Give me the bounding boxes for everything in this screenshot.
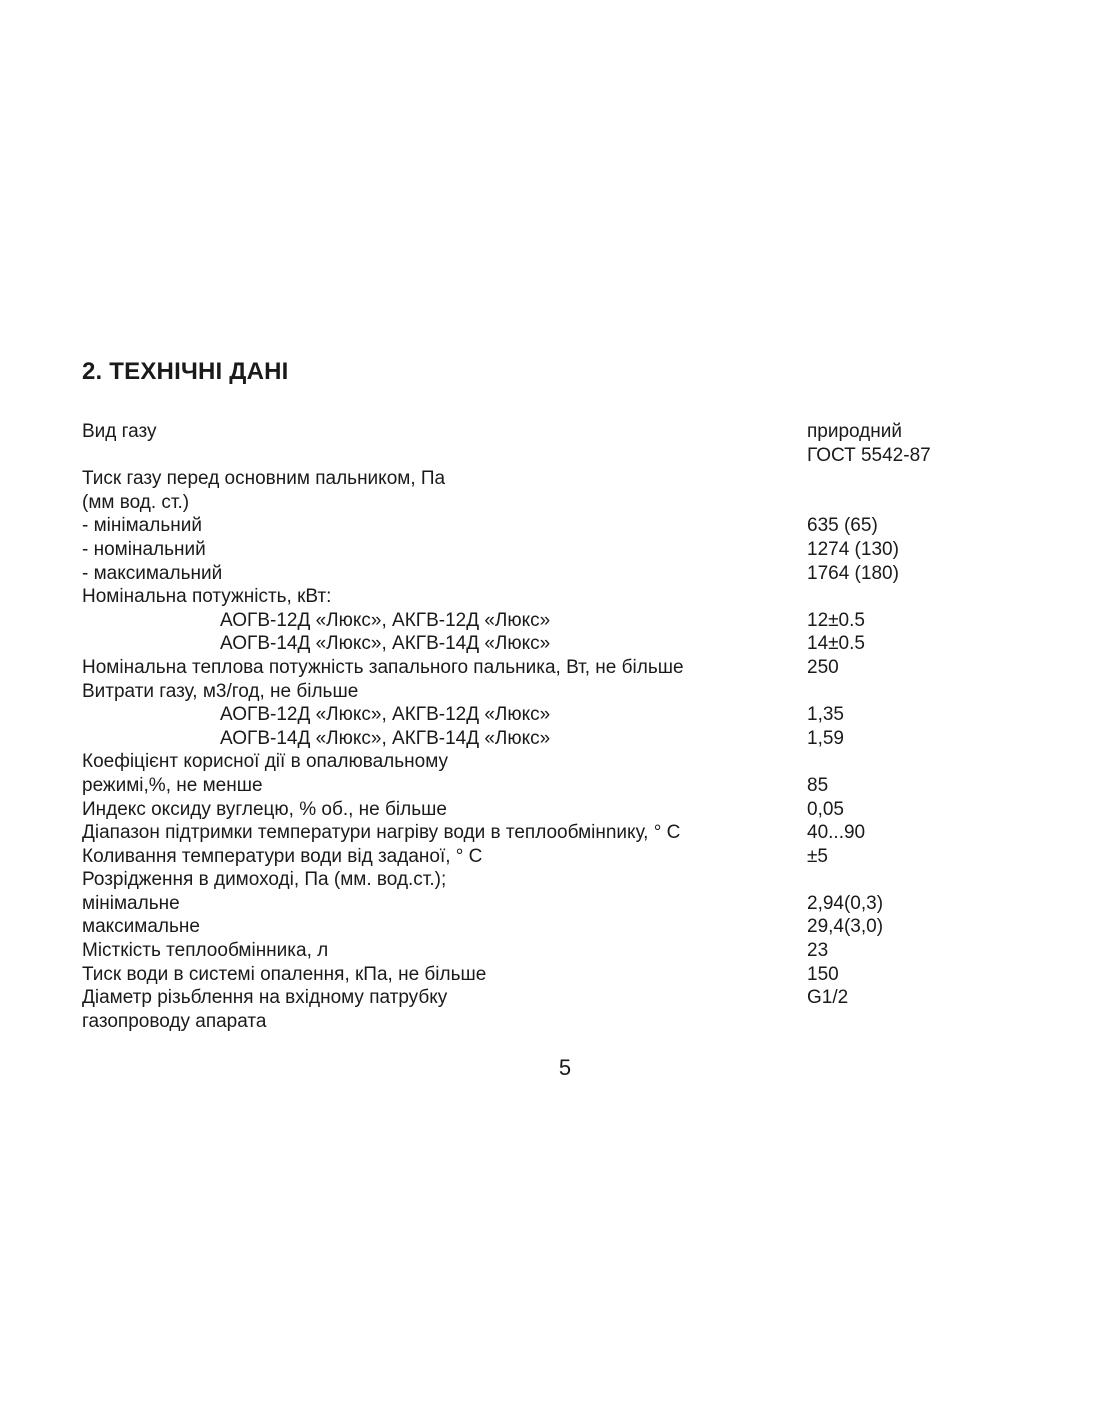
spec-row bbox=[82, 632, 982, 656]
spec-value: 2,94(0,3) bbox=[807, 892, 884, 914]
spec-label: - номінальний bbox=[82, 538, 206, 560]
spec-row bbox=[82, 774, 982, 798]
spec-value: 0,05 bbox=[807, 798, 844, 820]
spec-row bbox=[82, 727, 982, 751]
spec-value: G1/2 bbox=[807, 987, 849, 1009]
spec-row bbox=[82, 963, 982, 987]
spec-row bbox=[82, 609, 982, 633]
spec-label: мінімальне bbox=[82, 892, 180, 914]
spec-value: 1,59 bbox=[807, 727, 844, 749]
spec-label: - мінімальний bbox=[82, 515, 202, 537]
spec-row bbox=[82, 680, 982, 704]
spec-label: АОГВ-14Д «Люкс», АКГВ-14Д «Люкс» bbox=[220, 727, 551, 749]
spec-value: 635 (65) bbox=[807, 515, 878, 537]
spec-row bbox=[82, 845, 982, 869]
spec-label: Місткість теплообмінника, л bbox=[82, 940, 329, 962]
spec-row bbox=[82, 939, 982, 963]
spec-value: ±5 bbox=[807, 845, 828, 867]
spec-row bbox=[82, 656, 982, 680]
spec-value: 1764 (180) bbox=[807, 562, 899, 584]
spec-label: Вид газу bbox=[82, 421, 157, 442]
spec-label: Розрідження в димоході, Па (мм. вод.ст.); bbox=[82, 869, 447, 891]
spec-row bbox=[82, 514, 982, 538]
spec-row bbox=[82, 798, 982, 822]
spec-label: Тиск води в системі опалення, кПа, не більше bbox=[82, 963, 487, 985]
spec-row bbox=[82, 1010, 982, 1034]
section-title: 2. ТЕХНІЧНІ ДАНІ bbox=[82, 358, 289, 385]
page-number: 5 bbox=[558, 1055, 572, 1080]
spec-value: 23 bbox=[807, 940, 829, 962]
spec-label: режимі,%, не менше bbox=[82, 774, 263, 796]
spec-row bbox=[82, 538, 982, 562]
spec-value: 250 bbox=[807, 656, 839, 678]
spec-value: природний bbox=[807, 421, 902, 442]
spec-value: 12±0.5 bbox=[807, 609, 865, 631]
spec-label: максимальне bbox=[82, 916, 200, 938]
spec-row bbox=[82, 467, 982, 491]
spec-row bbox=[82, 703, 982, 727]
spec-label: Тиск газу перед основним пальником, Па bbox=[82, 468, 446, 490]
spec-label: АОГВ-12Д «Люкс», АКГВ-12Д «Люкс» bbox=[220, 609, 551, 631]
spec-label: Номінальна потужність, кВт: bbox=[82, 586, 332, 608]
spec-row bbox=[82, 868, 982, 892]
spec-row bbox=[82, 562, 982, 586]
spec-label: (мм вод. ст.) bbox=[82, 491, 190, 513]
spec-label: Коефіцієнт корисної дії в опалювальному bbox=[82, 751, 448, 773]
spec-value: 40...90 bbox=[807, 822, 866, 844]
spec-label: Діаметр різьблення на вхідному патрубку bbox=[82, 987, 448, 1009]
spec-label: АОГВ-12Д «Люкс», АКГВ-12Д «Люкс» bbox=[220, 704, 551, 726]
spec-value: 29,4(3,0) bbox=[807, 916, 884, 938]
spec-value: 150 bbox=[807, 963, 839, 985]
technical-specs-table bbox=[82, 420, 982, 1033]
spec-label: АОГВ-14Д «Люкс», АКГВ-14Д «Люкс» bbox=[220, 633, 551, 655]
spec-label: Діапазон підтримки температури нагріву води в теплообмінnику, ° С bbox=[82, 822, 681, 844]
spec-row bbox=[82, 420, 982, 444]
spec-row bbox=[82, 821, 982, 845]
spec-value: 85 bbox=[807, 774, 829, 796]
spec-row bbox=[82, 892, 982, 916]
spec-label: - максимальний bbox=[82, 562, 223, 584]
spec-row bbox=[82, 444, 982, 468]
spec-row bbox=[82, 585, 982, 609]
spec-label: Индекс оксиду вуглецю, % об., не більше bbox=[82, 798, 447, 820]
spec-row bbox=[82, 986, 982, 1010]
spec-label: газопроводу апарата bbox=[82, 1010, 267, 1032]
spec-value: ГОСТ 5542-87 bbox=[807, 444, 931, 466]
spec-label: Номінальна теплова потужність запального пальника, Вт, не більше bbox=[82, 656, 684, 678]
spec-label: Коливання температури води від заданої, ° С bbox=[82, 845, 483, 867]
spec-label: Витрати газу, м3/год, не більше bbox=[82, 680, 359, 702]
spec-row bbox=[82, 491, 982, 515]
spec-value: 1,35 bbox=[807, 704, 844, 726]
spec-row bbox=[82, 915, 982, 939]
spec-value: 14±0.5 bbox=[807, 633, 865, 655]
spec-value: 1274 (130) bbox=[807, 538, 899, 560]
spec-row bbox=[82, 750, 982, 774]
